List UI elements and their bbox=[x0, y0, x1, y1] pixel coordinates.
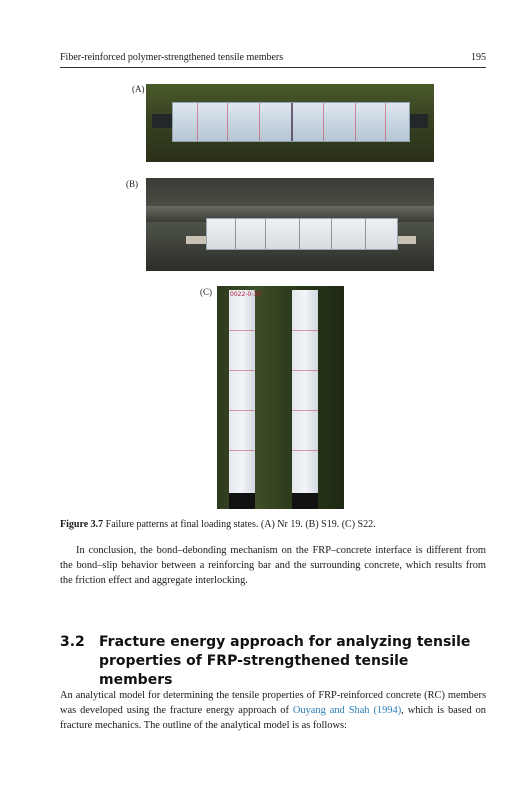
grid-line bbox=[323, 103, 324, 141]
panel-label-a: (A) bbox=[132, 84, 145, 94]
concrete-column-left bbox=[229, 290, 255, 504]
running-head bbox=[60, 52, 486, 66]
grid-line bbox=[292, 450, 318, 451]
photo-panel-c bbox=[217, 286, 344, 509]
grid-line bbox=[385, 103, 386, 141]
photo-panel-b bbox=[146, 178, 434, 271]
concrete-column-right bbox=[292, 290, 318, 504]
running-head-title: Fiber-reinforced polymer-strengthened tensile members bbox=[60, 52, 284, 63]
figure-label: Figure 3.7 bbox=[60, 519, 104, 530]
header-rule bbox=[60, 67, 486, 68]
grid-line bbox=[292, 330, 318, 331]
panel-label-c: (C) bbox=[200, 287, 212, 297]
section-number: 3.2 bbox=[60, 634, 85, 650]
grid-line bbox=[292, 370, 318, 371]
caption-text: Failure patterns at final loading states. (A) Nr 19. (B) S19. (C) S22. bbox=[103, 519, 376, 530]
section-title: Fracture energy approach for analyzing tensile properties of FRP-strengthened tensile members bbox=[99, 634, 471, 688]
paragraph-2-text-after: , which is based on fracture mechanics. The outline of the analytical model is as follows: bbox=[60, 705, 486, 731]
steel-base-right bbox=[292, 493, 318, 509]
crack-line bbox=[291, 103, 293, 141]
grid-line bbox=[229, 410, 255, 411]
specimen-tag: 0022-0-30 bbox=[230, 291, 262, 298]
photo-panel-a bbox=[146, 84, 434, 162]
grid-line bbox=[292, 410, 318, 411]
steel-rod-left bbox=[152, 114, 174, 128]
grid-line bbox=[259, 103, 260, 141]
grid-line bbox=[355, 103, 356, 141]
crack-line bbox=[331, 219, 332, 249]
steel-base-left bbox=[229, 493, 255, 509]
crack-line bbox=[365, 219, 366, 249]
body-paragraph-1: In conclusion, the bond–debonding mechanism on the FRP–concrete interface is different from the bond–slip behavior between a reinforcing bar and the surrounding concrete, which results from the friction effect and aggregate interlocking. bbox=[60, 545, 486, 586]
crack-line bbox=[299, 219, 300, 249]
grid-line bbox=[229, 450, 255, 451]
panel-label-b: (B) bbox=[126, 179, 138, 189]
citation-link[interactable]: Ouyang and Shah (1994) bbox=[292, 705, 402, 716]
paragraph-2-text-before: An analytical model for determining the tensile properties of FRP-reinforced concrete (RC) members was developed using the fracture energy approach of bbox=[60, 690, 486, 716]
grid-line bbox=[197, 103, 198, 141]
grid-line bbox=[227, 103, 228, 141]
crack-line bbox=[265, 219, 266, 249]
grid-line bbox=[229, 330, 255, 331]
body-paragraph-2 bbox=[60, 688, 486, 733]
figure-caption bbox=[60, 519, 486, 530]
page-number: 195 bbox=[471, 52, 486, 63]
grid-line bbox=[229, 370, 255, 371]
crack-line bbox=[235, 219, 236, 249]
concrete-specimen-b bbox=[206, 218, 398, 250]
concrete-specimen-a bbox=[172, 102, 410, 142]
